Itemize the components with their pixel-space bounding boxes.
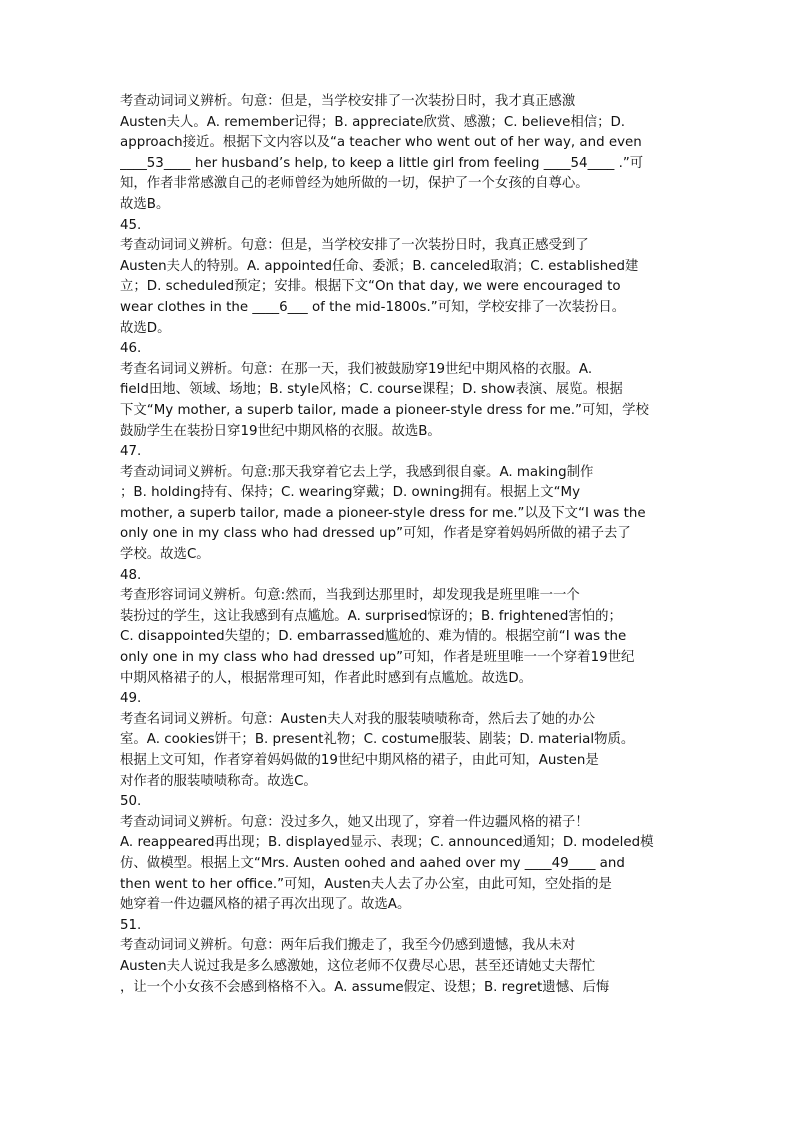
text-line: 下文“My mother, a superb tailor, made a pioneer-style dress for me.”可知，学校 <box>120 402 649 418</box>
text-line: Austen夫人的特别。A. appointed任命、委派；B. canceled取消；C. established建 <box>120 258 639 274</box>
text-line: 装扮过的学生，这让我感到有点尴尬。A. surprised惊讶的；B. frightened害怕的； <box>120 608 622 624</box>
text-line: 考查名词词义辨析。句意：在那一天，我们被鼓励穿19世纪中期风格的衣服。A. <box>120 361 593 377</box>
text-line: 考查动词词义辨析。句意：两年后我们搬走了，我至今仍感到遗憾，我从未对 <box>120 938 576 954</box>
text-line: ____53____ her husband’s help, to keep a little girl from feeling ____54____ .”可 <box>120 155 644 171</box>
text-line: 学校。故选C。 <box>120 547 210 563</box>
text-line: mother, a superb tailor, made a pioneer-style dress for me.”以及下文“I was the <box>120 505 646 521</box>
text-line: 立；D. scheduled预定；安排。根据下文“On that day, we were encouraged to <box>120 279 621 295</box>
text-line: field田地、领域、场地；B. style风格；C. course课程；D. show表演、展览。根据 <box>120 382 623 398</box>
question-number: 45. <box>120 217 142 233</box>
text-line: 她穿着一件边疆风格的裙子再次出现了。故选A。 <box>120 897 411 913</box>
text-line: 考查动词词义辨析。句意：没过多久，她又出现了，穿着一件边疆风格的裙子！ <box>120 814 589 830</box>
text-line: 考查动词词义辨析。句意：但是，当学校安排了一次装扮日时，我真正感受到了 <box>120 238 589 254</box>
text-line: C. disappointed失望的；D. embarrassed尴尬的、难为情的。根据空前“I was the <box>120 629 627 645</box>
question-number: 47. <box>120 444 142 460</box>
text-line: ，让一个小女孩不会感到格格不入。A. assume假定、设想；B. regret遗憾、后悔 <box>120 979 610 995</box>
text-line: 考查形容词词义辨析。句意:然而，当我到达那里时，却发现我是班里唯一一个 <box>120 588 580 604</box>
text-line: 对作者的服装啧啧称奇。故选C。 <box>120 773 317 789</box>
text-line: only one in my class who had dressed up”可知，作者是班里唯一一个穿着19世纪 <box>120 650 635 666</box>
text-line: 考查名词词义辨析。句意：Austen夫人对我的服装啧啧称奇，然后去了她的办公 <box>120 711 596 727</box>
text-line: 考查动词词义辨析。句意:那天我穿着它去上学，我感到很自豪。A. making制作 <box>120 464 594 480</box>
text-line: wear clothes in the ____6___ of the mid-1800s.”可知，学校安排了一次装扮日。 <box>120 299 626 315</box>
question-number: 49. <box>120 691 142 707</box>
answer-explanations <box>120 92 680 998</box>
text-line: 知，作者非常感激自己的老师曾经为她所做的一切，保护了一个女孩的自尊心。 <box>120 176 589 192</box>
text-line: 室。A. cookies饼干；B. present礼物；C. costume服装、剧装；D. material物质。 <box>120 732 635 748</box>
text-line: A. reappeared再出现；B. displayed显示、表现；C. announced通知；D. modeled模 <box>120 835 654 851</box>
text-line: 故选D。 <box>120 320 171 336</box>
question-number: 51. <box>120 917 142 933</box>
question-number: 48. <box>120 567 142 583</box>
question-number: 50. <box>120 794 142 810</box>
text-line: 根据上文可知，作者穿着妈妈做的19世纪中期风格的裙子，由此可知，Austen是 <box>120 753 599 768</box>
text-line: 中期风格裙子的人，根据常理可知，作者此时感到有点尴尬。故选D。 <box>120 670 533 686</box>
question-number: 46. <box>120 341 142 357</box>
text-line: then went to her office.”可知，Austen夫人去了办公室，由此可知，空处指的是 <box>120 876 612 892</box>
text-line: 鼓励学生在装扮日穿19世纪中期风格的衣服。故选B。 <box>120 423 441 439</box>
text-line: Austen夫人。A. remember记得；B. appreciate欣赏、感激；C. believe相信；D. <box>120 114 626 130</box>
text-line: only one in my class who had dressed up”可知，作者是穿着妈妈所做的裙子去了 <box>120 526 631 542</box>
text-line: ；B. holding持有、保持；C. wearing穿戴；D. owning拥有。根据上文“My <box>120 485 580 501</box>
text-line: approach接近。根据下文内容以及“a teacher who went out of her way, and even <box>120 135 642 151</box>
text-line: Austen夫人说过我是多么感激她，这位老师不仅费尽心思，甚至还请她丈夫帮忙 <box>120 958 596 974</box>
text-line: 仿、做模型。根据上文“Mrs. Austen oohed and aahed over my ____49____ and <box>120 855 625 871</box>
text-line: 故选B。 <box>120 196 170 212</box>
text-line: 考查动词词义辨析。句意：但是，当学校安排了一次装扮日时，我才真正感激 <box>120 94 576 109</box>
